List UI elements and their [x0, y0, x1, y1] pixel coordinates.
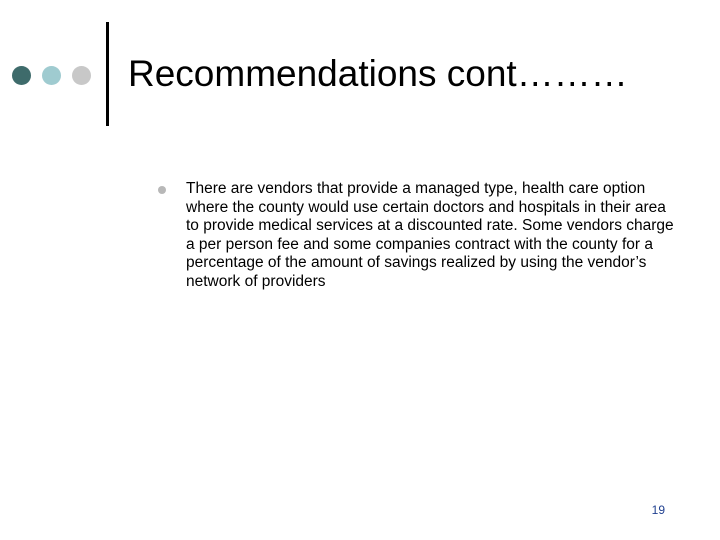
decorative-dot-1-icon [12, 66, 31, 85]
decorative-dot-2-icon [42, 66, 61, 85]
page-number: 19 [651, 503, 665, 517]
bullet-list [156, 180, 676, 292]
bullet-circle-icon [158, 186, 166, 194]
decorative-dot-3-icon [72, 66, 91, 85]
bullet-item [156, 180, 676, 292]
title-divider [106, 22, 109, 126]
slide-title: Recommendations cont……… [128, 53, 628, 94]
bullet-text: There are vendors that provide a managed type, health care option where the county would use certain doctors and hospitals in their area to provide medical services at a discounted rate. Some vendors charge a per person fee and some companies contract with the county for a percentage of the amount of savings realized by using the vendor’s network of providers [186, 180, 674, 290]
